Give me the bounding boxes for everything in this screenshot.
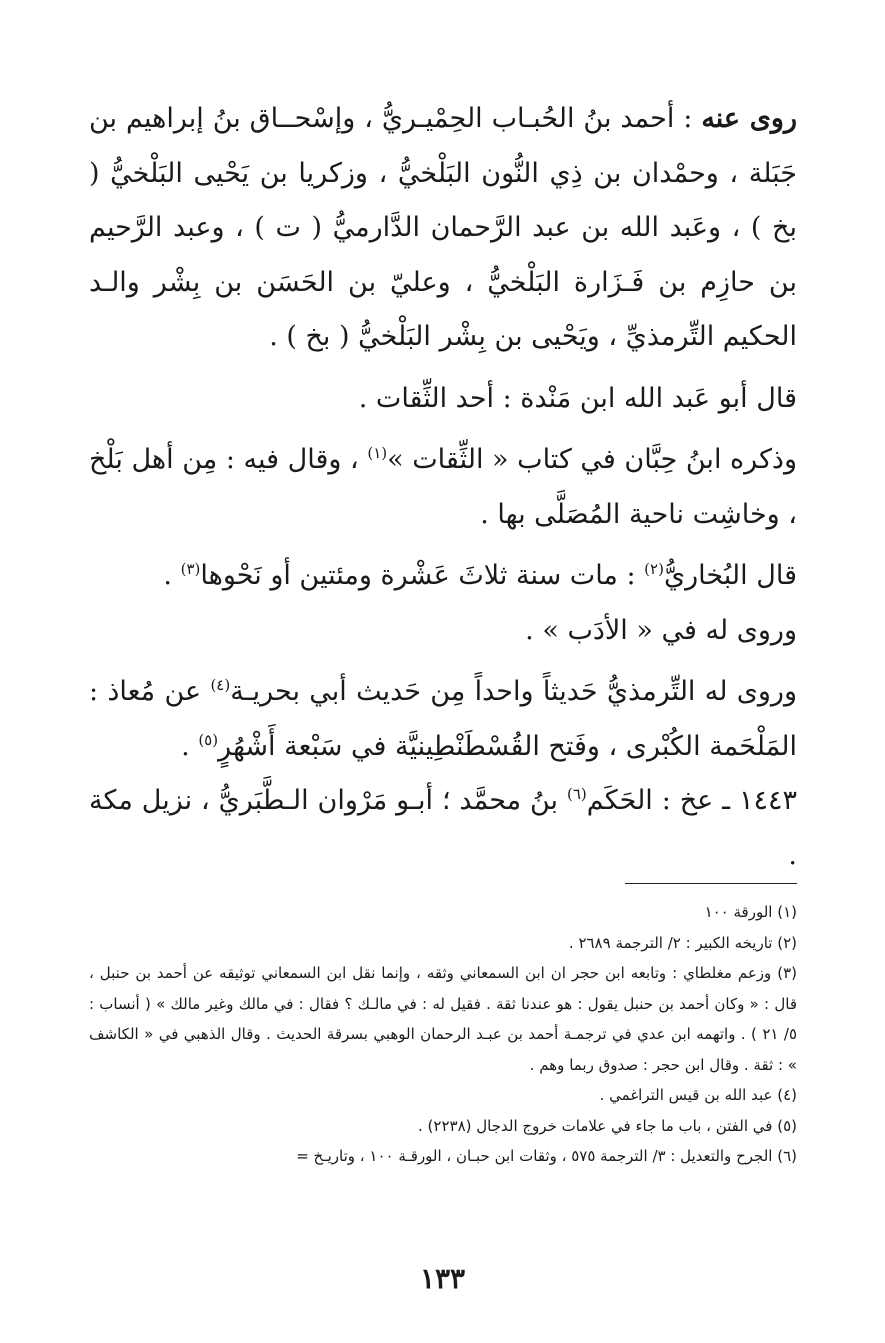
tirmidhi-text-a: وروى له التِّرمذيُّ حَديثاً واحداً مِن حَديث أبي بحريـة (230, 676, 798, 707)
tirmidhi-text-b: عن مُعاذ : المَلْحَمة الكُبْرى ، وفَتح القُسْطَنْطِينيَّة في سَبْعة أَشْهُرٍ (89, 676, 797, 762)
footnote-3: (٣) وزعم مغلطاي : وتابعه ابن حجر ان ابن السمعاني وثقه ، وإنما نقل ابن السمعاني توثيقه عن أحمد بن حنبل ، قال : « وكان أحمد بن حنبل يقول : هو عندنا ثقة . فقيل له : في مالـك ؟ فقال : في مالك وغير مالك » ( أنساب : ٥/ ٢١ ) . واتهمه ابن عدي في ترجمـة أحمد بن عبـد الرحمان الوهبي بسرقة الحديث . وقال الذهبي في « الكاشف » : ثقة . وقال ابن حجر : صدوق ربما وهم . (89, 964, 797, 1074)
paragraph-ibn-manda (89, 372, 797, 427)
bukhari-text-a: قال البُخاريُّ (663, 560, 797, 591)
footnote-ref-6[interactable]: (٦) (566, 785, 587, 803)
footnote-6: (٦) الجرح والتعديل : ٣/ الترجمة ٥٧٥ ، وثقات ابن حبـان ، الورقـة ١٠٠ ، وتاريـخ = (296, 1147, 797, 1165)
entry-1443-text-a: ١٤٤٣ ـ عخ : الحَكَم (586, 785, 797, 816)
footnote-ref-4[interactable]: (٤) (210, 676, 231, 694)
ibn-hibban-text-a: وذكره ابنُ حِبَّان في كتاب « الثِّقات » (387, 444, 797, 475)
paragraph-adab (89, 604, 797, 659)
bukhari-text-b: : مات سنة ثلاثَ عَشْرة ومئتين أو نَحْوها (200, 560, 645, 591)
narrators-text: : أحمد بنُ الحُبـاب الحِمْيـريُّ ، وإسْحــاق بنُ إبراهيم بن جَبَلة ، وحمْدان بن ذِي النُّون البَلْخيُّ ، وزكريا بن يَحْيى البَلْخيُّ ( بخ ) ، وعَبد الله بن عبد الرَّحمان الدَّارميُّ ( ت ) ، وعبد الرَّحيم بن حازِم بن فَـزَارة البَلْخيُّ ، وعليّ بن الحَسَن بن بِشْر والـد الحكيم التِّرمذيِّ ، ويَحْيى بن بِشْر البَلْخيُّ ( بخ ) . (89, 103, 797, 352)
paragraph-narrators (89, 92, 797, 365)
adab-text: وروى له في « الأدَب » . (525, 614, 797, 646)
footnotes (89, 897, 797, 1172)
tirmidhi-text-c: . (181, 730, 199, 762)
page-number: ١٣٣ (419, 1262, 466, 1295)
footnote-ref-3[interactable]: (٣) (180, 560, 201, 578)
paragraph-ibn-hibban (89, 433, 797, 542)
ibn-manda-text: قال أبو عَبد الله ابن مَنْدة : أحد الثِّقات . (358, 382, 797, 414)
footnote-ref-1[interactable]: (١) (367, 444, 388, 462)
footnote-4: (٤) عبد الله بن قيس التراغمي . (599, 1086, 797, 1104)
footnote-divider (625, 883, 797, 884)
footnote-5: (٥) في الفتن ، باب ما جاء في علامات خروج الدجال (٢٢٣٨) . (418, 1116, 797, 1135)
footnote-ref-2[interactable]: (٢) (644, 560, 664, 578)
footnote-1: (١) الورقة ١٠٠ (704, 903, 797, 921)
paragraph-entry-1443 (89, 774, 797, 883)
footnote-ref-5[interactable]: (٥) (198, 730, 219, 749)
footnote-2: (٢) تاريخه الكبير : ٢/ الترجمة ٢٦٨٩ . (568, 933, 797, 952)
main-text (89, 92, 797, 883)
paragraph-bukhari (89, 549, 797, 604)
ibn-hibban-text-b: ، وقال فيه : مِن أهل بَلْخ ، وخاشِت ناحية المُصَلَّى بها . (89, 444, 797, 530)
bukhari-text-c: . (163, 560, 181, 591)
entry-1443-text-b: بنُ محمَّد ؛ أبـو مَرْوان الـطَّبَريُّ ، نزيل مكة . (89, 785, 797, 871)
paragraph-tirmidhi (89, 665, 797, 774)
narrators-heading: روى عنه (701, 103, 797, 134)
